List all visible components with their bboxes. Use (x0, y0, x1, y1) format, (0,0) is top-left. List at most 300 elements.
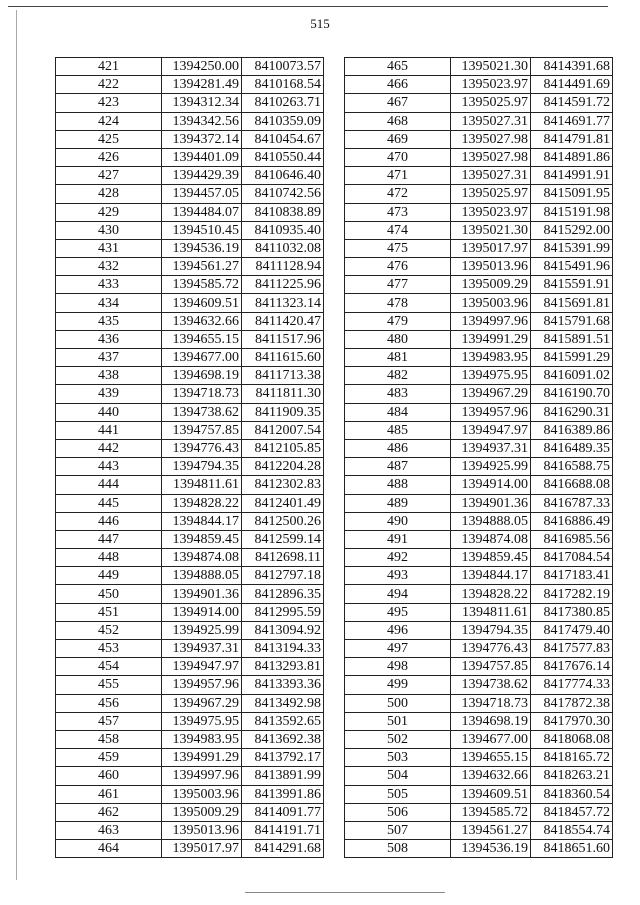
x-coordinate-cell: 1394975.95 (162, 712, 242, 730)
y-coordinate-cell: 8412401.49 (242, 494, 324, 512)
point-number-cell: 490 (345, 512, 451, 530)
table-row (345, 494, 613, 512)
point-number-cell: 461 (56, 785, 162, 803)
table-row (56, 421, 324, 439)
point-number-cell: 432 (56, 258, 162, 276)
point-number-cell: 425 (56, 130, 162, 148)
y-coordinate-cell: 8415591.91 (531, 276, 613, 294)
table-row (56, 94, 324, 112)
point-number-cell: 502 (345, 730, 451, 748)
x-coordinate-cell: 1394991.29 (162, 749, 242, 767)
table-row (345, 203, 613, 221)
y-coordinate-cell: 8416290.31 (531, 403, 613, 421)
point-number-cell: 441 (56, 421, 162, 439)
x-coordinate-cell: 1394677.00 (162, 349, 242, 367)
point-number-cell: 479 (345, 312, 451, 330)
y-coordinate-cell: 8410454.67 (242, 130, 324, 148)
y-coordinate-cell: 8415691.81 (531, 294, 613, 312)
x-coordinate-cell: 1394888.05 (451, 512, 531, 530)
x-coordinate-cell: 1394925.99 (451, 458, 531, 476)
x-coordinate-cell: 1394312.34 (162, 94, 242, 112)
y-coordinate-cell: 8417183.41 (531, 567, 613, 585)
x-coordinate-cell: 1394698.19 (451, 712, 531, 730)
table-row (56, 785, 324, 803)
table-row (56, 494, 324, 512)
table-body (56, 58, 324, 858)
point-number-cell: 457 (56, 712, 162, 730)
table-row (56, 167, 324, 185)
point-number-cell: 475 (345, 239, 451, 257)
point-number-cell: 493 (345, 567, 451, 585)
point-number-cell: 474 (345, 221, 451, 239)
x-coordinate-cell: 1395023.97 (451, 76, 531, 94)
y-coordinate-cell: 8413792.17 (242, 749, 324, 767)
point-number-cell: 466 (345, 76, 451, 94)
table-row (345, 58, 613, 76)
point-number-cell: 504 (345, 767, 451, 785)
y-coordinate-cell: 8417676.14 (531, 658, 613, 676)
x-coordinate-cell: 1394677.00 (451, 730, 531, 748)
x-coordinate-cell: 1394401.09 (162, 148, 242, 166)
x-coordinate-cell: 1394937.31 (451, 439, 531, 457)
table-row (56, 349, 324, 367)
point-number-cell: 494 (345, 585, 451, 603)
y-coordinate-cell: 8416091.02 (531, 367, 613, 385)
point-number-cell: 495 (345, 603, 451, 621)
y-coordinate-cell: 8412204.28 (242, 458, 324, 476)
point-number-cell: 468 (345, 112, 451, 130)
x-coordinate-cell: 1394632.66 (162, 312, 242, 330)
table-row (56, 203, 324, 221)
table-row (56, 76, 324, 94)
point-number-cell: 439 (56, 385, 162, 403)
x-coordinate-cell: 1394457.05 (162, 185, 242, 203)
table-row (56, 840, 324, 858)
table-row (56, 239, 324, 257)
y-coordinate-cell: 8412007.54 (242, 421, 324, 439)
point-number-cell: 497 (345, 640, 451, 658)
point-number-cell: 445 (56, 494, 162, 512)
y-coordinate-cell: 8414791.81 (531, 130, 613, 148)
point-number-cell: 431 (56, 239, 162, 257)
x-coordinate-cell: 1394888.05 (162, 567, 242, 585)
y-coordinate-cell: 8416588.75 (531, 458, 613, 476)
x-coordinate-cell: 1395003.96 (162, 785, 242, 803)
x-coordinate-cell: 1394655.15 (162, 330, 242, 348)
x-coordinate-cell: 1394738.62 (451, 676, 531, 694)
table-row (345, 840, 613, 858)
margin-line (16, 10, 17, 880)
y-coordinate-cell: 8415292.00 (531, 221, 613, 239)
table-row (345, 767, 613, 785)
table-row (56, 439, 324, 457)
y-coordinate-cell: 8417774.33 (531, 676, 613, 694)
y-coordinate-cell: 8415491.96 (531, 258, 613, 276)
table-row (345, 585, 613, 603)
point-number-cell: 484 (345, 403, 451, 421)
table-row (56, 803, 324, 821)
y-coordinate-cell: 8415991.29 (531, 349, 613, 367)
point-number-cell: 467 (345, 94, 451, 112)
x-coordinate-cell: 1394925.99 (162, 621, 242, 639)
table-row (56, 512, 324, 530)
y-coordinate-cell: 8417970.30 (531, 712, 613, 730)
x-coordinate-cell: 1394718.73 (162, 385, 242, 403)
y-coordinate-cell: 8414991.91 (531, 167, 613, 185)
table-row (345, 694, 613, 712)
y-coordinate-cell: 8412995.59 (242, 603, 324, 621)
point-number-cell: 507 (345, 821, 451, 839)
point-number-cell: 505 (345, 785, 451, 803)
y-coordinate-cell: 8413194.33 (242, 640, 324, 658)
point-number-cell: 462 (56, 803, 162, 821)
x-coordinate-cell: 1394874.08 (451, 530, 531, 548)
table-row (345, 749, 613, 767)
y-coordinate-cell: 8416985.56 (531, 530, 613, 548)
table-row (56, 58, 324, 76)
point-number-cell: 455 (56, 676, 162, 694)
point-number-cell: 437 (56, 349, 162, 367)
x-coordinate-cell: 1394536.19 (162, 239, 242, 257)
table-row (345, 658, 613, 676)
x-coordinate-cell: 1395027.98 (451, 148, 531, 166)
table-row (56, 549, 324, 567)
x-coordinate-cell: 1394718.73 (451, 694, 531, 712)
y-coordinate-cell: 8413891.99 (242, 767, 324, 785)
y-coordinate-cell: 8414591.72 (531, 94, 613, 112)
x-coordinate-cell: 1394811.61 (451, 603, 531, 621)
y-coordinate-cell: 8414091.77 (242, 803, 324, 821)
point-number-cell: 460 (56, 767, 162, 785)
point-number-cell: 428 (56, 185, 162, 203)
point-number-cell: 491 (345, 530, 451, 548)
table-row (56, 567, 324, 585)
point-number-cell: 444 (56, 476, 162, 494)
x-coordinate-cell: 1394609.51 (451, 785, 531, 803)
point-number-cell: 448 (56, 549, 162, 567)
y-coordinate-cell: 8410263.71 (242, 94, 324, 112)
y-coordinate-cell: 8414691.77 (531, 112, 613, 130)
table-row (345, 76, 613, 94)
table-row (345, 712, 613, 730)
table-row (345, 148, 613, 166)
table-row (56, 458, 324, 476)
table-row (345, 112, 613, 130)
x-coordinate-cell: 1394585.72 (162, 276, 242, 294)
coordinates-table-left (55, 57, 324, 858)
x-coordinate-cell: 1394957.96 (451, 403, 531, 421)
y-coordinate-cell: 8410168.54 (242, 76, 324, 94)
point-number-cell: 488 (345, 476, 451, 494)
table-row (56, 730, 324, 748)
x-coordinate-cell: 1394991.29 (451, 330, 531, 348)
table-row (56, 476, 324, 494)
point-number-cell: 446 (56, 512, 162, 530)
table-row (56, 712, 324, 730)
y-coordinate-cell: 8416787.33 (531, 494, 613, 512)
x-coordinate-cell: 1394901.36 (162, 585, 242, 603)
table-row (345, 94, 613, 112)
y-coordinate-cell: 8412500.26 (242, 512, 324, 530)
x-coordinate-cell: 1395013.96 (162, 821, 242, 839)
x-coordinate-cell: 1394757.85 (162, 421, 242, 439)
table-row (56, 112, 324, 130)
point-number-cell: 471 (345, 167, 451, 185)
x-coordinate-cell: 1394738.62 (162, 403, 242, 421)
y-coordinate-cell: 8416688.08 (531, 476, 613, 494)
table-row (56, 148, 324, 166)
point-number-cell: 421 (56, 58, 162, 76)
x-coordinate-cell: 1394997.96 (451, 312, 531, 330)
point-number-cell: 501 (345, 712, 451, 730)
y-coordinate-cell: 8417872.38 (531, 694, 613, 712)
y-coordinate-cell: 8418457.72 (531, 803, 613, 821)
y-coordinate-cell: 8410550.44 (242, 148, 324, 166)
x-coordinate-cell: 1395025.97 (451, 94, 531, 112)
y-coordinate-cell: 8413293.81 (242, 658, 324, 676)
point-number-cell: 464 (56, 840, 162, 858)
x-coordinate-cell: 1394698.19 (162, 367, 242, 385)
table-row (56, 367, 324, 385)
y-coordinate-cell: 8411811.30 (242, 385, 324, 403)
point-number-cell: 485 (345, 421, 451, 439)
table-row (345, 603, 613, 621)
x-coordinate-cell: 1394983.95 (451, 349, 531, 367)
table-row (345, 476, 613, 494)
y-coordinate-cell: 8413592.65 (242, 712, 324, 730)
y-coordinate-cell: 8411323.14 (242, 294, 324, 312)
x-coordinate-cell: 1394859.45 (451, 549, 531, 567)
point-number-cell: 427 (56, 167, 162, 185)
y-coordinate-cell: 8410646.40 (242, 167, 324, 185)
x-coordinate-cell: 1394997.96 (162, 767, 242, 785)
y-coordinate-cell: 8418651.60 (531, 840, 613, 858)
point-number-cell: 508 (345, 840, 451, 858)
table-row (345, 549, 613, 567)
table-row (56, 258, 324, 276)
x-coordinate-cell: 1394484.07 (162, 203, 242, 221)
table-row (56, 821, 324, 839)
y-coordinate-cell: 8417084.54 (531, 549, 613, 567)
x-coordinate-cell: 1394967.29 (451, 385, 531, 403)
point-number-cell: 469 (345, 130, 451, 148)
x-coordinate-cell: 1395025.97 (451, 185, 531, 203)
x-coordinate-cell: 1394776.43 (162, 439, 242, 457)
x-coordinate-cell: 1394632.66 (451, 767, 531, 785)
y-coordinate-cell: 8412896.35 (242, 585, 324, 603)
y-coordinate-cell: 8410742.56 (242, 185, 324, 203)
table-row (345, 276, 613, 294)
x-coordinate-cell: 1395021.30 (451, 221, 531, 239)
point-number-cell: 423 (56, 94, 162, 112)
x-coordinate-cell: 1395013.96 (451, 258, 531, 276)
table-body (345, 58, 613, 858)
x-coordinate-cell: 1394776.43 (451, 640, 531, 658)
x-coordinate-cell: 1394983.95 (162, 730, 242, 748)
x-coordinate-cell: 1395027.31 (451, 112, 531, 130)
bottom-rule (245, 892, 445, 893)
point-number-cell: 478 (345, 294, 451, 312)
point-number-cell: 449 (56, 567, 162, 585)
x-coordinate-cell: 1394536.19 (451, 840, 531, 858)
table-row (345, 567, 613, 585)
x-coordinate-cell: 1394828.22 (451, 585, 531, 603)
point-number-cell: 498 (345, 658, 451, 676)
x-coordinate-cell: 1394859.45 (162, 530, 242, 548)
x-coordinate-cell: 1394947.97 (162, 658, 242, 676)
y-coordinate-cell: 8415891.51 (531, 330, 613, 348)
point-number-cell: 472 (345, 185, 451, 203)
y-coordinate-cell: 8416886.49 (531, 512, 613, 530)
table-row (56, 403, 324, 421)
point-number-cell: 450 (56, 585, 162, 603)
table-row (345, 221, 613, 239)
point-number-cell: 447 (56, 530, 162, 548)
point-number-cell: 459 (56, 749, 162, 767)
table-row (56, 585, 324, 603)
x-coordinate-cell: 1394561.27 (162, 258, 242, 276)
y-coordinate-cell: 8410073.57 (242, 58, 324, 76)
y-coordinate-cell: 8416489.35 (531, 439, 613, 457)
point-number-cell: 424 (56, 112, 162, 130)
table-row (56, 640, 324, 658)
x-coordinate-cell: 1394561.27 (451, 821, 531, 839)
table-row (345, 439, 613, 457)
table-row (345, 621, 613, 639)
y-coordinate-cell: 8412302.83 (242, 476, 324, 494)
y-coordinate-cell: 8411225.96 (242, 276, 324, 294)
point-number-cell: 443 (56, 458, 162, 476)
table-row (56, 767, 324, 785)
x-coordinate-cell: 1394828.22 (162, 494, 242, 512)
x-coordinate-cell: 1394975.95 (451, 367, 531, 385)
point-number-cell: 476 (345, 258, 451, 276)
table-row (345, 730, 613, 748)
table-row (345, 294, 613, 312)
y-coordinate-cell: 8410359.09 (242, 112, 324, 130)
point-number-cell: 440 (56, 403, 162, 421)
table-row (56, 330, 324, 348)
table-row (345, 676, 613, 694)
point-number-cell: 470 (345, 148, 451, 166)
y-coordinate-cell: 8413393.36 (242, 676, 324, 694)
y-coordinate-cell: 8412797.18 (242, 567, 324, 585)
table-row (345, 167, 613, 185)
x-coordinate-cell: 1395009.29 (451, 276, 531, 294)
x-coordinate-cell: 1394957.96 (162, 676, 242, 694)
y-coordinate-cell: 8410935.40 (242, 221, 324, 239)
point-number-cell: 453 (56, 640, 162, 658)
point-number-cell: 489 (345, 494, 451, 512)
table-row (345, 385, 613, 403)
table-row (345, 130, 613, 148)
y-coordinate-cell: 8414191.71 (242, 821, 324, 839)
x-coordinate-cell: 1395017.97 (451, 239, 531, 257)
y-coordinate-cell: 8411909.35 (242, 403, 324, 421)
point-number-cell: 500 (345, 694, 451, 712)
x-coordinate-cell: 1395027.98 (451, 130, 531, 148)
x-coordinate-cell: 1394914.00 (451, 476, 531, 494)
y-coordinate-cell: 8413692.38 (242, 730, 324, 748)
top-rule (8, 6, 608, 7)
x-coordinate-cell: 1394250.00 (162, 58, 242, 76)
x-coordinate-cell: 1394794.35 (451, 621, 531, 639)
table-row (345, 403, 613, 421)
table-row (345, 330, 613, 348)
x-coordinate-cell: 1394811.61 (162, 476, 242, 494)
y-coordinate-cell: 8410838.89 (242, 203, 324, 221)
point-number-cell: 430 (56, 221, 162, 239)
point-number-cell: 426 (56, 148, 162, 166)
table-row (345, 239, 613, 257)
table-row (56, 385, 324, 403)
table-row (345, 640, 613, 658)
x-coordinate-cell: 1394901.36 (451, 494, 531, 512)
point-number-cell: 454 (56, 658, 162, 676)
table-row (345, 349, 613, 367)
table-row (56, 130, 324, 148)
x-coordinate-cell: 1394757.85 (451, 658, 531, 676)
y-coordinate-cell: 8415091.95 (531, 185, 613, 203)
y-coordinate-cell: 8412105.85 (242, 439, 324, 457)
point-number-cell: 438 (56, 367, 162, 385)
y-coordinate-cell: 8414391.68 (531, 58, 613, 76)
y-coordinate-cell: 8411420.47 (242, 312, 324, 330)
point-number-cell: 435 (56, 312, 162, 330)
point-number-cell: 458 (56, 730, 162, 748)
x-coordinate-cell: 1394794.35 (162, 458, 242, 476)
y-coordinate-cell: 8411713.38 (242, 367, 324, 385)
point-number-cell: 456 (56, 694, 162, 712)
table-row (56, 294, 324, 312)
table-row (56, 676, 324, 694)
table-row (56, 603, 324, 621)
point-number-cell: 433 (56, 276, 162, 294)
page-number: 515 (310, 16, 330, 31)
x-coordinate-cell: 1395023.97 (451, 203, 531, 221)
table-row (56, 749, 324, 767)
table-row (345, 458, 613, 476)
y-coordinate-cell: 8411032.08 (242, 239, 324, 257)
x-coordinate-cell: 1395017.97 (162, 840, 242, 858)
coordinates-table-right (344, 57, 613, 858)
y-coordinate-cell: 8417479.40 (531, 621, 613, 639)
table-row (345, 367, 613, 385)
table-row (345, 421, 613, 439)
y-coordinate-cell: 8411517.96 (242, 330, 324, 348)
point-number-cell: 422 (56, 76, 162, 94)
point-number-cell: 473 (345, 203, 451, 221)
y-coordinate-cell: 8413094.92 (242, 621, 324, 639)
x-coordinate-cell: 1395021.30 (451, 58, 531, 76)
table-row (345, 530, 613, 548)
point-number-cell: 465 (345, 58, 451, 76)
x-coordinate-cell: 1394967.29 (162, 694, 242, 712)
x-coordinate-cell: 1394947.97 (451, 421, 531, 439)
y-coordinate-cell: 8418165.72 (531, 749, 613, 767)
table-row (345, 821, 613, 839)
point-number-cell: 506 (345, 803, 451, 821)
point-number-cell: 434 (56, 294, 162, 312)
table-row (56, 276, 324, 294)
y-coordinate-cell: 8418360.54 (531, 785, 613, 803)
x-coordinate-cell: 1394874.08 (162, 549, 242, 567)
table-row (56, 658, 324, 676)
y-coordinate-cell: 8416389.86 (531, 421, 613, 439)
x-coordinate-cell: 1394609.51 (162, 294, 242, 312)
y-coordinate-cell: 8417282.19 (531, 585, 613, 603)
y-coordinate-cell: 8418263.21 (531, 767, 613, 785)
